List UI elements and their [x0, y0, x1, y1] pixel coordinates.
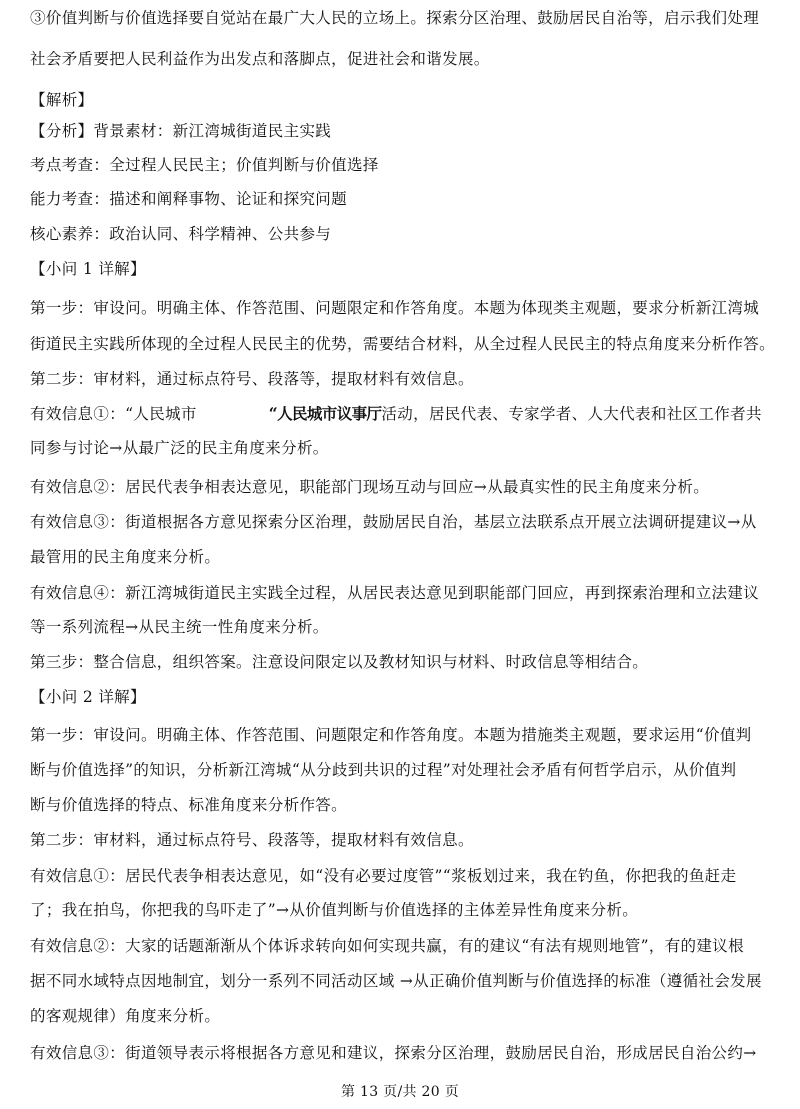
text-line: 第二步：审材料，通过标点符号、段落等，提取材料有效信息。	[30, 370, 474, 388]
text-line: 有效信息④：新江湾城街道民主实践全过程，从居民表达意见到职能部门回应，再到探索治理和立法建议	[30, 584, 760, 602]
info1-prefix: 有效信息①：“人民城市	[30, 405, 197, 423]
text-line: 第一步：审设问。明确主体、作答范围、问题限定和作答角度。本题为措施类主观题，要求运用“价值判	[30, 726, 752, 744]
text-line: 了；我在拍鸟，你把我的鸟吓走了”→从价值判断与价值选择的主体差异性角度来分析。	[30, 901, 639, 919]
text-line: 最管用的民主角度来分析。	[30, 548, 221, 566]
text-line: ③价值判断与价值选择要自觉站在最广大人民的立场上。探索分区治理、鼓励居民自治等，启示我们处理	[30, 9, 760, 27]
text-line: 第一步：审设问。明确主体、作答范围、问题限定和作答角度。本题为体现类主观题，要求分析新江湾城	[30, 299, 760, 317]
text-line: 有效信息③：街道根据各方意见探索分区治理，鼓励居民自治，基层立法联系点开展立法调研提建议→从	[30, 513, 757, 531]
text-line: 【分析】背景素材：新江湾城街道民主实践	[30, 122, 332, 140]
page-number: 第 13 页/共 20 页	[340, 1084, 460, 1100]
text-line: 等一系列流程→从民主统一性角度来分析。	[30, 618, 329, 636]
text-line: 社会矛盾要把人民利益作为出发点和落脚点，促进社会和谐发展。	[30, 50, 490, 68]
section-heading-analysis: 【解析】	[30, 91, 94, 109]
text-line: 核心素养：政治认同、科学精神、公共参与	[30, 225, 332, 243]
info1-stamp: “人民城市议事厅	[268, 404, 382, 423]
text-line: 断与价值选择的特点、标准角度来分析作答。	[30, 796, 348, 814]
section-heading-q1: 【小问 1 详解】	[30, 260, 146, 278]
info1-suffix: 活动，居民代表、专家学者、人大代表和社区工作者共	[381, 405, 762, 423]
text-line: 有效信息②：居民代表争相表达意见，职能部门现场互动与回应→从最真实性的民主角度来分析。	[30, 478, 710, 496]
info-line-1	[30, 404, 780, 424]
text-line: 第三步：整合信息，组织答案。注意设问限定以及教材知识与材料、时政信息等相结合。	[30, 653, 649, 671]
text-line: 考点考查：全过程人民民主；价值判断与价值选择	[30, 156, 379, 174]
text-line: 第二步：审材料，通过标点符号、段落等，提取材料有效信息。	[30, 831, 474, 849]
section-heading-q2: 【小问 2 详解】	[30, 688, 146, 706]
text-line: 同参与讨论→从最广泛的民主角度来分析。	[30, 439, 329, 457]
text-line: 街道民主实践所体现的全过程人民民主的优势，需要结合材料，从全过程人民民主的特点角度来分析作答。	[30, 335, 775, 353]
text-line: 据不同水域特点因地制宜，划分一系列不同活动区域 →从正确价值判断与价值选择的标准（遵循社会发展	[30, 972, 762, 990]
text-line: 有效信息①：居民代表争相表达意见，如“没有必要过度管”“浆板划过来，我在钓鱼，你把我的鱼赶走	[30, 867, 737, 885]
text-line: 有效信息③：街道领导表示将根据各方意见和建议，探索分区治理，鼓励居民自治，形成居民自治公约→	[30, 1044, 757, 1062]
text-line: 有效信息②：大家的话题渐渐从个体诉求转向如何实现共赢，有的建议“有法有规则地管”，有的建议根	[30, 937, 744, 955]
text-line: 断与价值选择”的知识，分析新江湾城“从分歧到共识的过程”对处理社会矛盾有何哲学启示，从价值判	[30, 761, 737, 779]
text-line: 的客观规律）角度来分析。	[30, 1007, 221, 1025]
text-line: 能力考查：描述和阐释事物、论证和探究问题	[30, 190, 348, 208]
